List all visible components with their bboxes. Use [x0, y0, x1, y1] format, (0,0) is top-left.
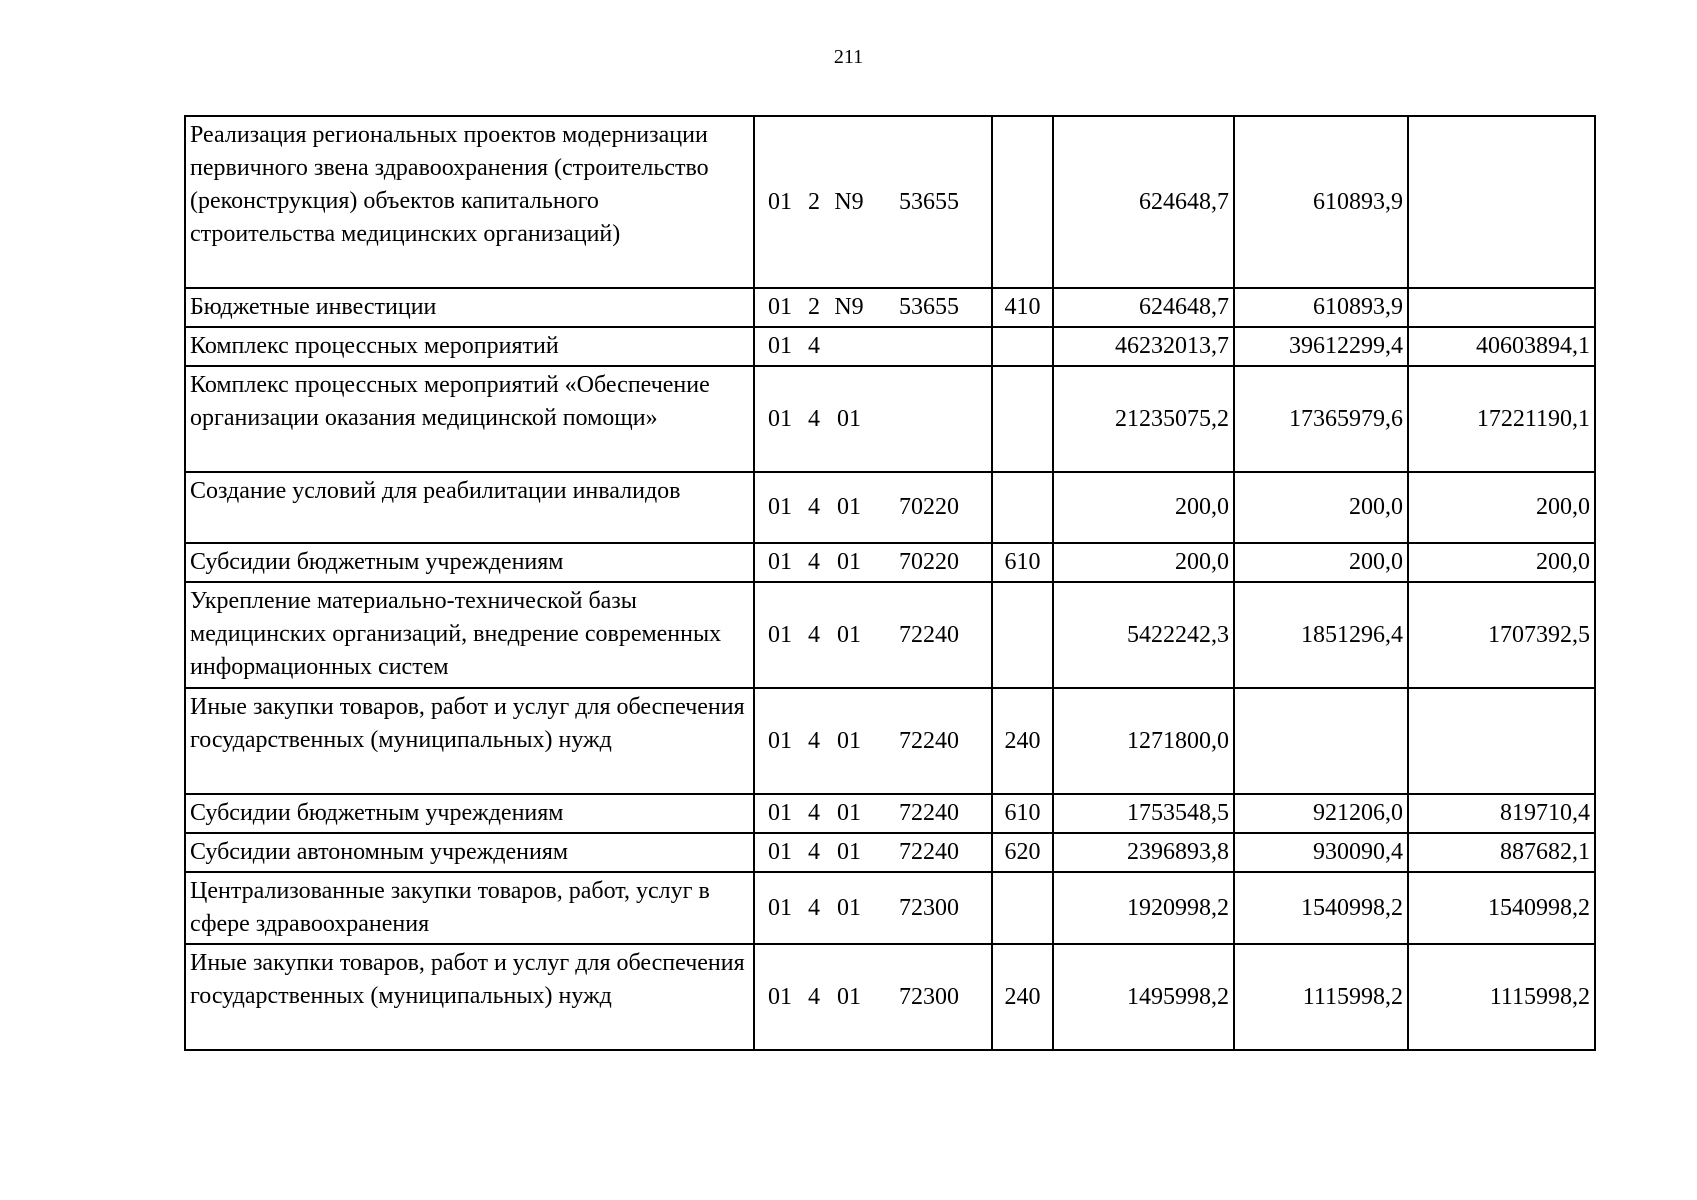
row-code-cell [754, 366, 992, 472]
amount-year-3-cell: 200,0 [1408, 543, 1595, 582]
project-code: N9 [834, 294, 864, 320]
amount-year-3-cell: 1707392,5 [1408, 582, 1595, 688]
subprogram-code: 2 [808, 294, 820, 320]
amount-year-3-cell: 819710,4 [1408, 794, 1595, 833]
table-row [185, 327, 1595, 366]
amount-year-2-cell: 39612299,4 [1234, 327, 1408, 366]
project-code: 01 [837, 494, 861, 520]
direction-code: 72240 [899, 727, 959, 754]
subprogram-code: 4 [808, 405, 820, 432]
amount-year-1-cell: 1753548,5 [1053, 794, 1234, 833]
table-row [185, 833, 1595, 872]
target-article-code [755, 491, 991, 524]
program-code: 01 [768, 727, 792, 754]
expense-type-cell: 410 [992, 288, 1053, 327]
direction-code: 72240 [899, 800, 959, 826]
row-name-cell: Субсидии бюджетным учреждениям [185, 543, 754, 582]
row-name-cell: Создание условий для реабилитации инвалидов [185, 472, 754, 543]
row-name-cell: Укрепление материально-технической базы медицинских организаций, внедрение современных информационных систем [185, 582, 754, 688]
subprogram-code: 4 [808, 839, 820, 865]
amount-year-3-cell: 200,0 [1408, 472, 1595, 543]
amount-year-2-cell: 921206,0 [1234, 794, 1408, 833]
expense-type-cell [992, 327, 1053, 366]
program-code: 01 [768, 188, 792, 215]
amount-year-2-cell [1234, 688, 1408, 794]
target-article-code [755, 546, 991, 579]
direction-code: 72300 [899, 894, 959, 921]
amount-year-2-cell: 610893,9 [1234, 116, 1408, 288]
amount-year-2-cell: 1851296,4 [1234, 582, 1408, 688]
target-article-code [755, 836, 991, 869]
row-name-cell: Бюджетные инвестиции [185, 288, 754, 327]
expense-type-cell: 610 [992, 794, 1053, 833]
expense-type-cell [992, 366, 1053, 472]
expense-type-cell: 610 [992, 543, 1053, 582]
project-code: 01 [837, 727, 861, 754]
project-code: 01 [837, 549, 861, 575]
row-code-cell [754, 833, 992, 872]
page-number: 211 [833, 46, 864, 68]
target-article-code [755, 330, 991, 363]
expense-type-cell: 240 [992, 688, 1053, 794]
subprogram-code: 4 [808, 800, 820, 826]
row-code-cell [754, 582, 992, 688]
program-code: 01 [768, 333, 792, 359]
row-name-cell: Субсидии бюджетным учреждениям [185, 794, 754, 833]
target-article-code [755, 291, 991, 324]
amount-year-2-cell: 1540998,2 [1234, 872, 1408, 944]
subprogram-code: 4 [808, 621, 820, 648]
subprogram-code: 4 [808, 494, 820, 520]
program-code: 01 [768, 494, 792, 520]
amount-year-1-cell: 5422242,3 [1053, 582, 1234, 688]
amount-year-2-cell: 930090,4 [1234, 833, 1408, 872]
program-code: 01 [768, 894, 792, 921]
table-row [185, 543, 1595, 582]
amount-year-1-cell: 2396893,8 [1053, 833, 1234, 872]
amount-year-1-cell: 200,0 [1053, 472, 1234, 543]
amount-year-2-cell: 17365979,6 [1234, 366, 1408, 472]
table-row [185, 116, 1595, 288]
table-row [185, 288, 1595, 327]
subprogram-code: 4 [808, 727, 820, 754]
table-row [185, 794, 1595, 833]
table-row [185, 366, 1595, 472]
amount-year-1-cell: 21235075,2 [1053, 366, 1234, 472]
amount-year-2-cell: 610893,9 [1234, 288, 1408, 327]
row-code-cell [754, 472, 992, 543]
row-name-cell: Комплекс процессных мероприятий [185, 327, 754, 366]
table-row [185, 688, 1595, 794]
target-article-code [755, 892, 991, 925]
project-code: 01 [837, 983, 861, 1010]
target-article-code [755, 981, 991, 1014]
row-name-cell: Субсидии автономным учреждениям [185, 833, 754, 872]
project-code: 01 [837, 800, 861, 826]
direction-code: 72240 [899, 839, 959, 865]
program-code: 01 [768, 549, 792, 575]
amount-year-1-cell: 46232013,7 [1053, 327, 1234, 366]
table-row [185, 872, 1595, 944]
expense-type-cell [992, 116, 1053, 288]
project-code: 01 [837, 405, 861, 432]
row-name-cell: Иные закупки товаров, работ и услуг для обеспечения государственных (муниципальных) нужд [185, 688, 754, 794]
target-article-code [755, 186, 991, 219]
program-code: 01 [768, 294, 792, 320]
table-row [185, 472, 1595, 543]
amount-year-1-cell: 200,0 [1053, 543, 1234, 582]
expense-type-cell: 620 [992, 833, 1053, 872]
direction-code: 53655 [899, 188, 959, 215]
target-article-code [755, 725, 991, 758]
subprogram-code: 2 [808, 188, 820, 215]
amount-year-2-cell: 1115998,2 [1234, 944, 1408, 1050]
target-article-code [755, 797, 991, 830]
row-code-cell [754, 288, 992, 327]
program-code: 01 [768, 839, 792, 865]
target-article-code [755, 619, 991, 652]
amount-year-2-cell: 200,0 [1234, 543, 1408, 582]
program-code: 01 [768, 405, 792, 432]
subprogram-code: 4 [808, 983, 820, 1010]
project-code: 01 [837, 894, 861, 921]
row-code-cell [754, 794, 992, 833]
table-row [185, 582, 1595, 688]
budget-table [184, 115, 1596, 1051]
expense-type-cell: 240 [992, 944, 1053, 1050]
expense-type-cell [992, 472, 1053, 543]
amount-year-3-cell [1408, 116, 1595, 288]
row-code-cell [754, 944, 992, 1050]
amount-year-1-cell: 1495998,2 [1053, 944, 1234, 1050]
project-code: N9 [834, 188, 864, 215]
amount-year-1-cell: 1920998,2 [1053, 872, 1234, 944]
amount-year-3-cell: 17221190,1 [1408, 366, 1595, 472]
row-code-cell [754, 872, 992, 944]
row-code-cell [754, 543, 992, 582]
direction-code: 53655 [899, 294, 959, 320]
amount-year-3-cell: 1115998,2 [1408, 944, 1595, 1050]
amount-year-1-cell: 624648,7 [1053, 288, 1234, 327]
row-name-cell: Централизованные закупки товаров, работ, услуг в сфере здравоохранения [185, 872, 754, 944]
program-code: 01 [768, 621, 792, 648]
expense-type-cell [992, 872, 1053, 944]
expense-type-cell [992, 582, 1053, 688]
amount-year-1-cell: 1271800,0 [1053, 688, 1234, 794]
amount-year-3-cell [1408, 288, 1595, 327]
project-code: 01 [837, 621, 861, 648]
row-name-cell: Комплекс процессных мероприятий «Обеспечение организации оказания медицинской помощи» [185, 366, 754, 472]
amount-year-3-cell: 1540998,2 [1408, 872, 1595, 944]
row-code-cell [754, 688, 992, 794]
subprogram-code: 4 [808, 333, 820, 359]
amount-year-3-cell: 40603894,1 [1408, 327, 1595, 366]
subprogram-code: 4 [808, 549, 820, 575]
amount-year-2-cell: 200,0 [1234, 472, 1408, 543]
row-code-cell [754, 116, 992, 288]
direction-code: 70220 [899, 494, 959, 520]
program-code: 01 [768, 983, 792, 1010]
target-article-code [755, 403, 991, 436]
row-name-cell: Иные закупки товаров, работ и услуг для обеспечения государственных (муниципальных) нужд [185, 944, 754, 1050]
row-name-cell: Реализация региональных проектов модернизации первичного звена здравоохранения (строительство (реконструкция) объектов капитального строительства медицинских организаций) [185, 116, 754, 288]
amount-year-3-cell: 887682,1 [1408, 833, 1595, 872]
program-code: 01 [768, 800, 792, 826]
amount-year-3-cell [1408, 688, 1595, 794]
project-code: 01 [837, 839, 861, 865]
direction-code: 72240 [899, 621, 959, 648]
table-row [185, 944, 1595, 1050]
direction-code: 72300 [899, 983, 959, 1010]
direction-code: 70220 [899, 549, 959, 575]
table-body [185, 116, 1595, 1050]
subprogram-code: 4 [808, 894, 820, 921]
amount-year-1-cell: 624648,7 [1053, 116, 1234, 288]
row-code-cell [754, 327, 992, 366]
